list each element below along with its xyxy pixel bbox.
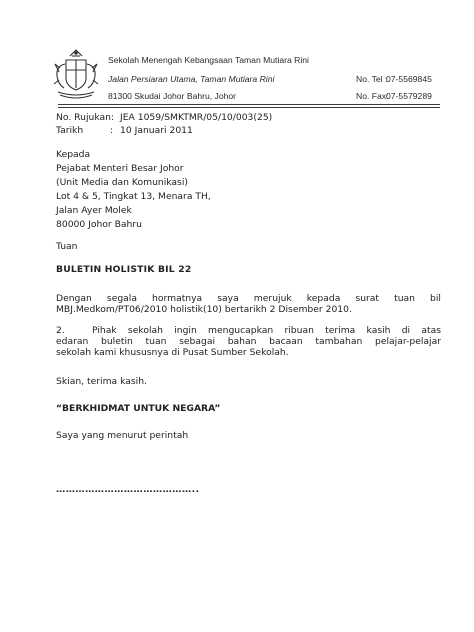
letterhead-divider-thick — [58, 104, 440, 105]
body-paragraph-2 — [56, 325, 441, 359]
date-label: Tarikh — [56, 125, 84, 136]
reference-label: No. Rujukan: — [56, 112, 115, 123]
paragraph-line: MBJ.Medkom/PT06/2010 holistik(10) bertarikh 2 Disember 2010. — [56, 304, 352, 316]
school-address-line-2: 81300 Skudai Johor Bahru, Johor — [108, 91, 237, 101]
letter-subject: BULETIN HOLISTIK BIL 22 — [56, 264, 192, 275]
paragraph-line: Dengan segala hormatnya saya merujuk kepada surat tuan bil — [56, 293, 441, 304]
school-name: Sekolah Menengah Kebangsaan Taman Mutiara Rini — [108, 55, 309, 65]
reference-value: JEA 1059/SMKTMR/05/10/003(25) — [120, 112, 273, 123]
fax-value: 07-5579289 — [386, 91, 432, 101]
letterhead-divider-thin — [58, 107, 440, 108]
closing-remark: Skian, terima kasih. — [56, 376, 147, 387]
signature-line: …………………………………….. — [56, 484, 200, 495]
salutation: Tuan — [56, 241, 78, 252]
paragraph-line: Pihak sekolah ingin mengucapkan ribuan terima kasih di atas — [92, 325, 441, 336]
school-address-line-1: Jalan Persiaran Utama, Taman Mutiara Rini — [108, 74, 275, 84]
date-value: 10 Januari 2011 — [120, 125, 193, 136]
fax-label: No. Fax: — [356, 91, 389, 101]
recipient-line: (Unit Media dan Komunikasi) — [56, 177, 188, 188]
tel-value: 07-5569845 — [386, 74, 432, 84]
paragraph-number: 2. — [56, 325, 65, 336]
recipient-line: Jalan Ayer Molek — [56, 205, 132, 216]
tel-label: No. Tel : — [356, 74, 388, 84]
recipient-line: 80000 Johor Bahru — [56, 219, 142, 230]
school-crest-icon — [50, 46, 102, 102]
paragraph-line: sekolah kami khususnya di Pusat Sumber Sekolah. — [56, 347, 289, 359]
motto: “BERKHIDMAT UNTUK NEGARA” — [56, 403, 221, 414]
paragraph-line: edaran buletin tuan sebagai bahan bacaan tambahan pelajar-pelajar — [56, 336, 441, 348]
date-colon: : — [110, 125, 114, 136]
body-paragraph-1 — [56, 293, 441, 315]
recipient-line: Kepada — [56, 149, 91, 160]
recipient-line: Lot 4 & 5, Tingkat 13, Menara TH, — [56, 191, 211, 202]
sign-off: Saya yang menurut perintah — [56, 430, 189, 441]
recipient-line: Pejabat Menteri Besar Johor — [56, 163, 184, 174]
